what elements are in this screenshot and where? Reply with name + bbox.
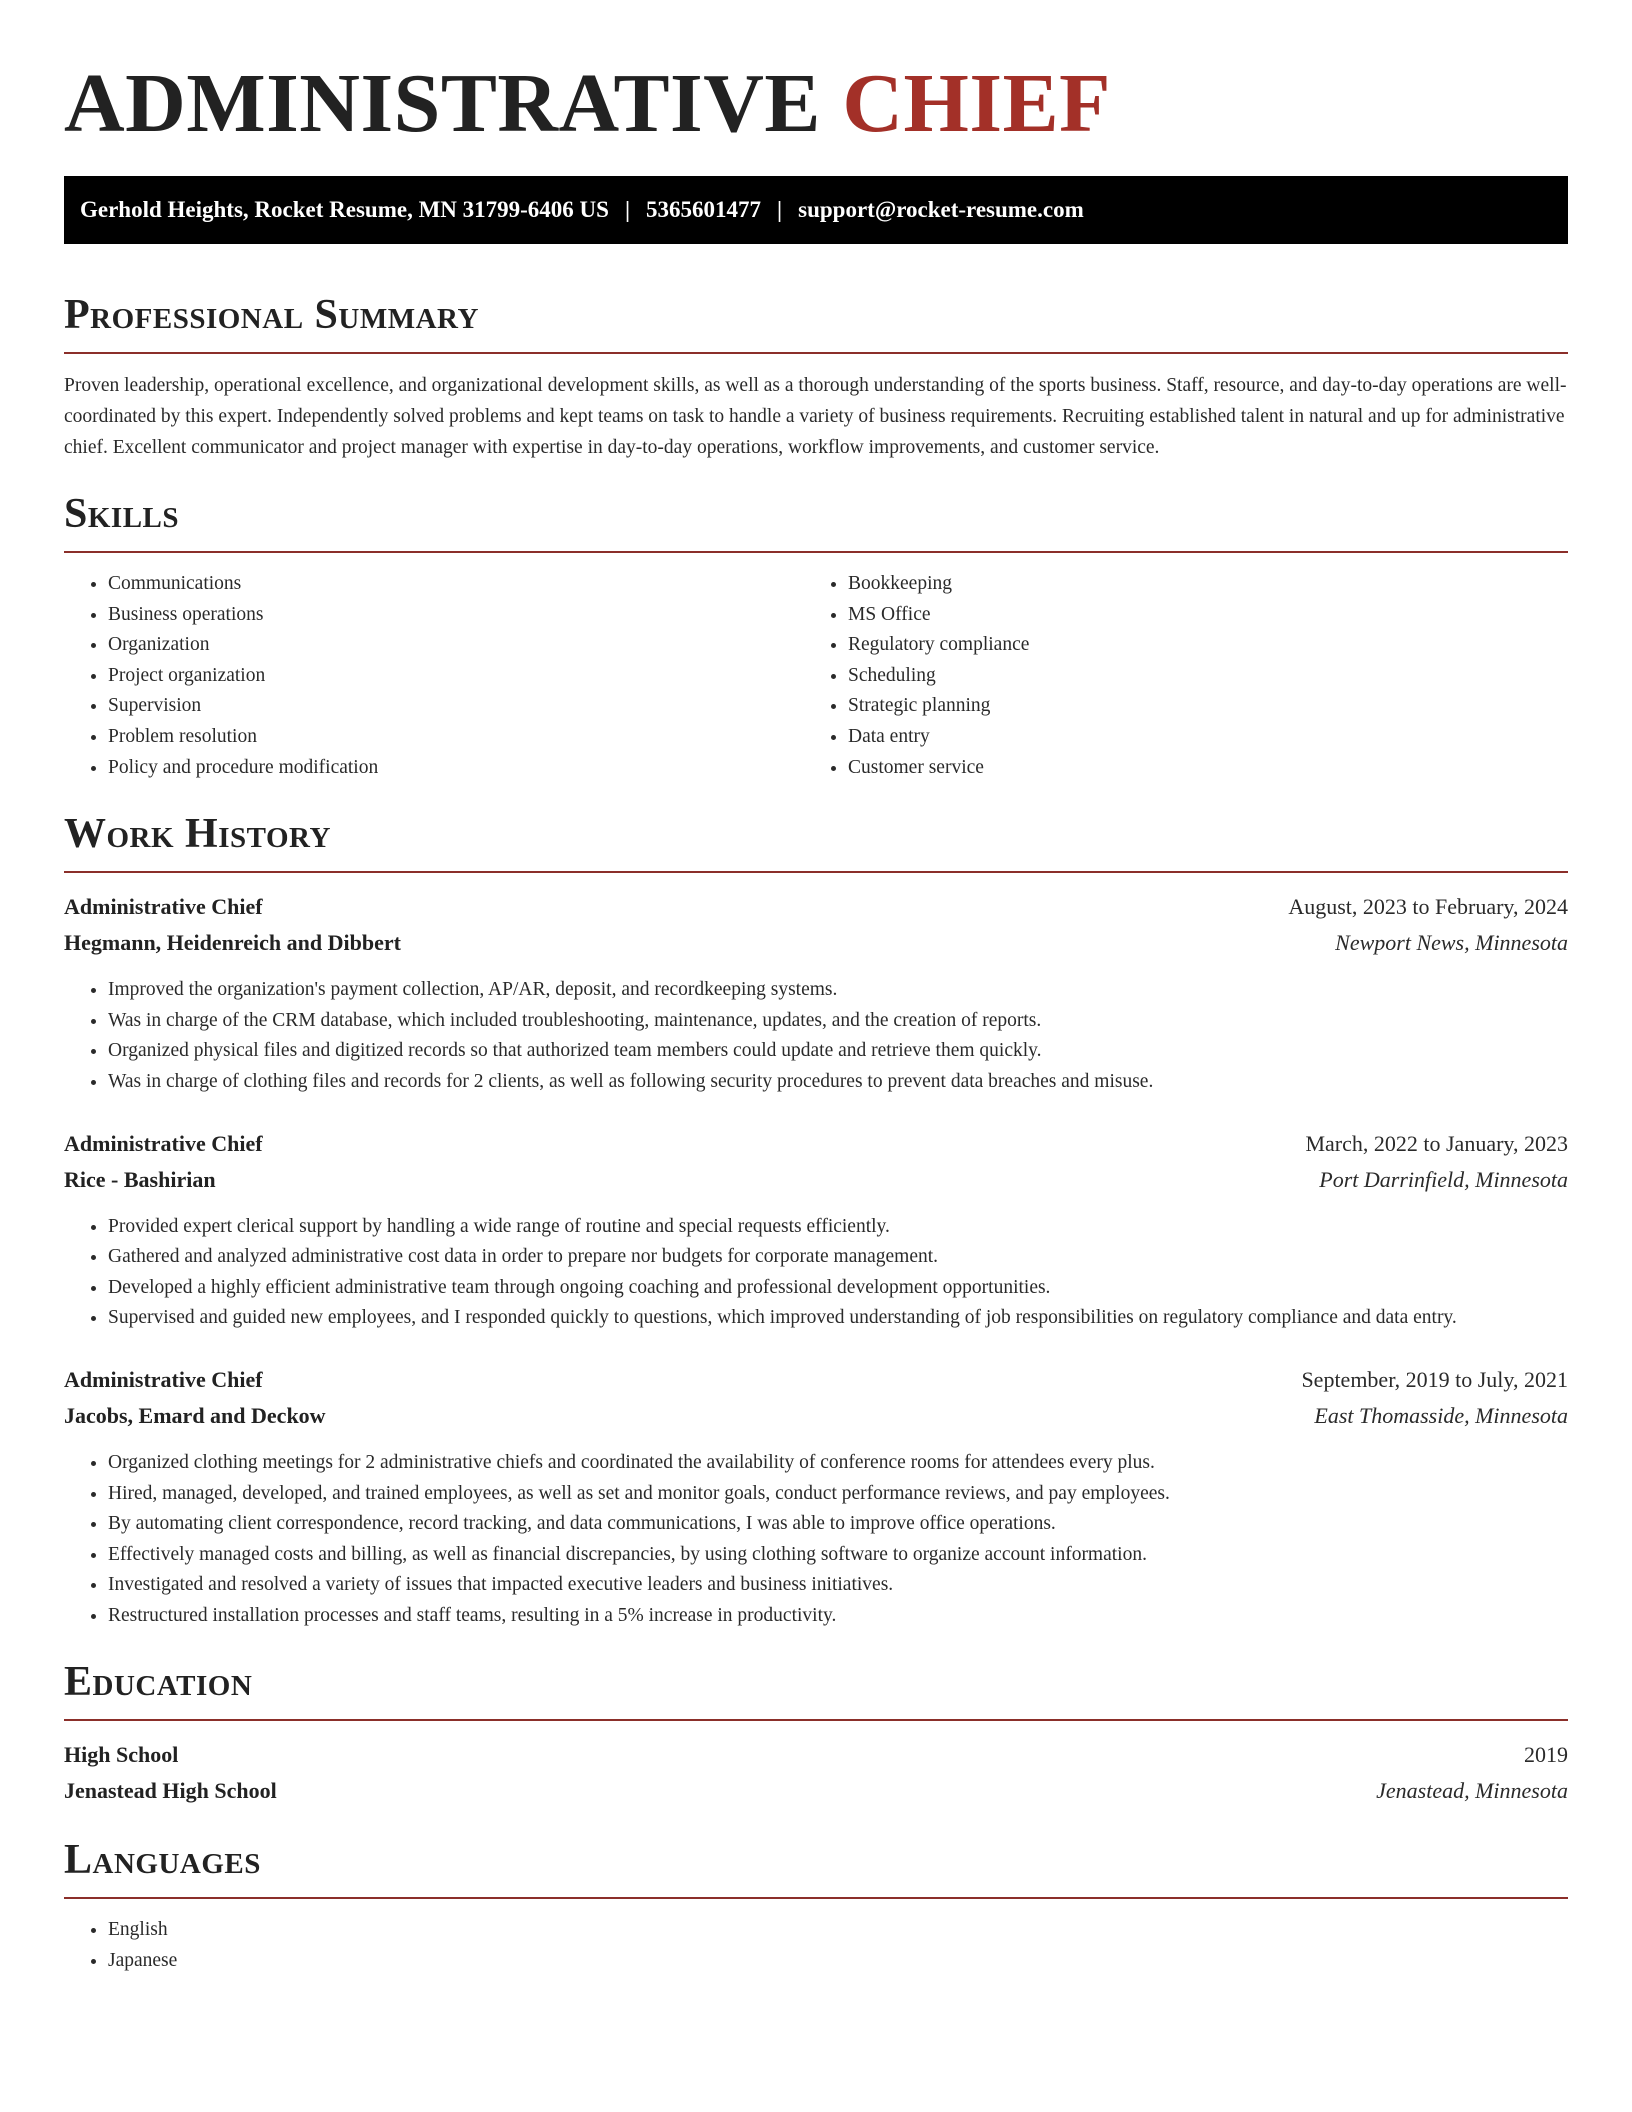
job-entry xyxy=(64,1362,1568,1632)
job-bullets xyxy=(64,975,1568,1097)
job-bullet: • Was in charge of the CRM database, which included troubleshooting, maintenance, updates, and the creation of reports. xyxy=(108,1006,1568,1037)
section-title-work-history: Work History xyxy=(64,811,331,858)
job-bullet: • Effectively managed costs and billing, as well as financial discrepancies, by using clothing software to organize account information. xyxy=(108,1540,1568,1571)
job-company: Jacobs, Emard and Deckow xyxy=(64,1402,326,1428)
section-title-summary: Professional Summary xyxy=(64,292,479,338)
skill-item: • Problem resolution xyxy=(108,722,804,753)
job-bullet: • Hired, managed, developed, and trained employees, as well as set and monitor goals, conduct performance reviews, and pay employees. xyxy=(108,1479,1568,1510)
contact-email: support@rocket-resume.com xyxy=(798,197,1084,222)
education-school: Jenastead High School xyxy=(64,1778,277,1804)
education-school-row xyxy=(64,1773,1568,1809)
job-bullets xyxy=(64,1448,1568,1632)
job-company-row xyxy=(64,1162,1568,1198)
skill-item: • Data entry xyxy=(848,722,1568,753)
job-company-row xyxy=(64,1398,1568,1434)
section-divider xyxy=(64,551,1568,553)
summary-text: Proven leadership, operational excellence, and organizational development skills, as well as a thorough understanding of the sports business. Staff, resource, and day-to-day operations are well-coordinated by this expert. Independently solved problems and kept teams on task to handle a variety of business requirements. Recruiting established talent in natural and up for administrative chief. Excellent communicator and project manager with expertise in day-to-day operations, workflow improvements, and customer service. xyxy=(64,375,1567,458)
languages-section xyxy=(64,1835,1568,1976)
education-degree: High School xyxy=(64,1742,179,1768)
skill-item: • Customer service xyxy=(848,753,1568,784)
job-title: Administrative Chief xyxy=(64,1366,263,1392)
skill-item: • Supervision xyxy=(108,691,804,722)
education-location: Jenastead, Minnesota xyxy=(1376,1778,1568,1804)
section-divider xyxy=(64,352,1568,354)
job-entry xyxy=(64,889,1568,1097)
job-bullet: • Gathered and analyzed administrative cost data in order to prepare nor budgets for corporate management. xyxy=(108,1242,1568,1273)
education-year: 2019 xyxy=(1524,1742,1568,1768)
skill-item: • Policy and procedure modification xyxy=(108,753,804,784)
job-bullet: • Organized clothing meetings for 2 administrative chiefs and coordinated the availability of conference rooms for attendees every plus. xyxy=(108,1448,1568,1479)
section-divider xyxy=(64,1719,1568,1721)
job-bullet: • Restructured installation processes and staff teams, resulting in a 5% increase in productivity. xyxy=(108,1601,1568,1632)
job-dates: March, 2022 to January, 2023 xyxy=(1305,1130,1568,1156)
job-bullet: • Supervised and guided new employees, and I responded quickly to questions, which improved understanding of job responsibilities on regulatory compliance and data entry. xyxy=(108,1303,1568,1334)
job-header-row xyxy=(64,889,1568,925)
job-dates: August, 2023 to February, 2024 xyxy=(1288,894,1568,920)
job-entry xyxy=(64,1126,1568,1334)
name-second: CHIEF xyxy=(842,57,1111,150)
section-title-skills: Skills xyxy=(64,491,180,537)
skills-list-left xyxy=(64,569,804,783)
job-location: Newport News, Minnesota xyxy=(1335,930,1568,956)
languages-list xyxy=(64,1915,1568,1976)
skills-section xyxy=(64,489,1568,783)
contact-address: Gerhold Heights, Rocket Resume, MN 31799-6406 US xyxy=(80,197,609,222)
job-bullet: • Improved the organization's payment collection, AP/AR, deposit, and recordkeeping systems. xyxy=(108,975,1568,1006)
contact-separator: | xyxy=(777,197,783,222)
resume-name xyxy=(64,58,1568,150)
job-header-row xyxy=(64,1126,1568,1162)
skill-item: • Strategic planning xyxy=(848,691,1568,722)
job-bullet: • Was in charge of clothing files and records for 2 clients, as well as following security procedures to prevent data breaches and misuse. xyxy=(108,1067,1568,1098)
contact-phone: 5365601477 xyxy=(646,197,762,222)
section-title-languages: Languages xyxy=(64,1837,261,1884)
job-title: Administrative Chief xyxy=(64,894,263,920)
section-divider xyxy=(64,871,1568,873)
skill-item: • Business operations xyxy=(108,600,804,631)
contact-bar xyxy=(64,176,1568,244)
job-bullet: • Provided expert clerical support by handling a wide range of routine and special requests efficiently. xyxy=(108,1212,1568,1243)
skill-item: • Project organization xyxy=(108,661,804,692)
name-first: ADMINISTRATIVE xyxy=(64,57,821,150)
summary-section xyxy=(64,290,1568,463)
job-company-row xyxy=(64,925,1568,961)
skills-columns xyxy=(64,569,1568,783)
education-header-row xyxy=(64,1737,1568,1773)
job-bullets xyxy=(64,1212,1568,1334)
work-history-section xyxy=(64,809,1568,1631)
job-company: Rice - Bashirian xyxy=(64,1166,216,1192)
job-location: East Thomasside, Minnesota xyxy=(1314,1402,1568,1428)
job-location: Port Darrinfield, Minnesota xyxy=(1319,1166,1568,1192)
job-title: Administrative Chief xyxy=(64,1130,263,1156)
job-bullet: • By automating client correspondence, record tracking, and data communications, I was able to improve office operations. xyxy=(108,1509,1568,1540)
education-entry xyxy=(64,1737,1568,1809)
job-company: Hegmann, Heidenreich and Dibbert xyxy=(64,930,401,956)
skills-list-right xyxy=(804,569,1568,783)
skill-item: • MS Office xyxy=(848,600,1568,631)
skill-item: • Communications xyxy=(108,569,804,600)
job-bullet: • Developed a highly efficient administrative team through ongoing coaching and professional development opportunities. xyxy=(108,1273,1568,1304)
skill-item: • Organization xyxy=(108,630,804,661)
job-dates: September, 2019 to July, 2021 xyxy=(1301,1366,1568,1392)
job-header-row xyxy=(64,1362,1568,1398)
skill-item: • Scheduling xyxy=(848,661,1568,692)
section-divider xyxy=(64,1897,1568,1899)
education-section xyxy=(64,1657,1568,1809)
skill-item: • Regulatory compliance xyxy=(848,630,1568,661)
language-item: • English xyxy=(108,1915,1568,1946)
skill-item: • Bookkeeping xyxy=(848,569,1568,600)
job-bullet: • Investigated and resolved a variety of issues that impacted executive leaders and business initiatives. xyxy=(108,1570,1568,1601)
job-bullet: • Organized physical files and digitized records so that authorized team members could update and retrieve them quickly. xyxy=(108,1036,1568,1067)
contact-separator: | xyxy=(624,197,631,222)
section-title-education: Education xyxy=(64,1659,253,1706)
language-item: • Japanese xyxy=(108,1946,1568,1977)
